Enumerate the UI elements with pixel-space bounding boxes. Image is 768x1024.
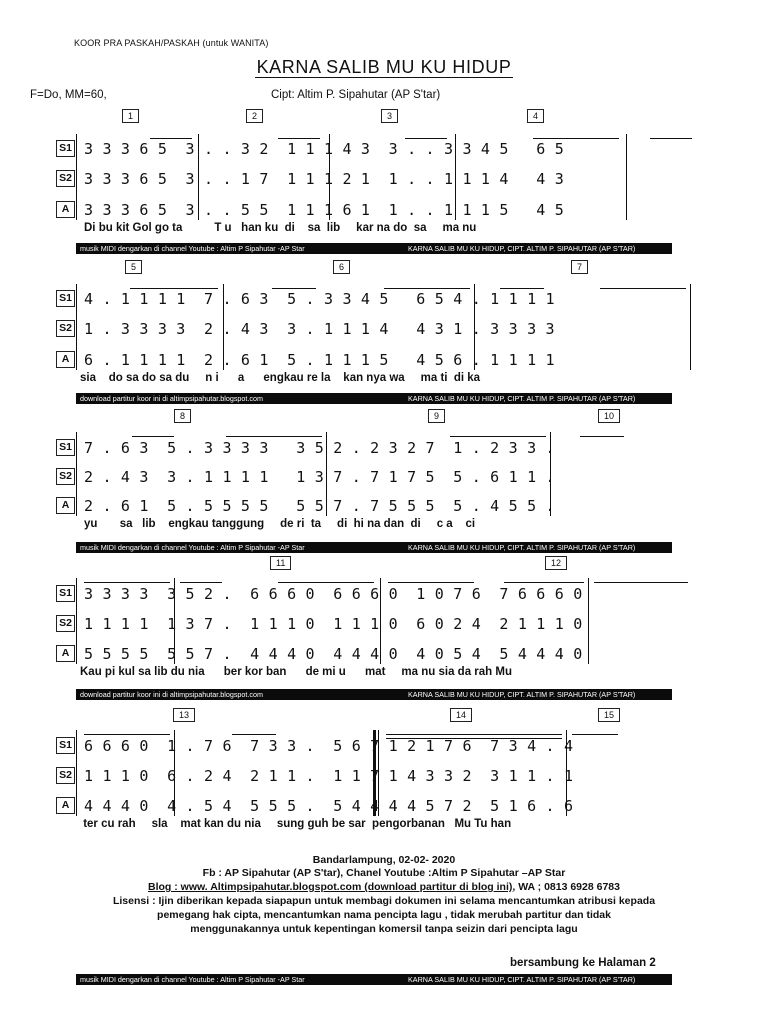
beam (504, 582, 584, 583)
voice-tag-s1: S1 (56, 439, 75, 456)
beam (132, 436, 174, 437)
beam (278, 582, 374, 583)
staff-bracket (76, 134, 77, 220)
bar-number: 9 (428, 409, 445, 423)
notes-a: 2 . 6 1 5 . 5 5 5 5 5 5 7 . 7 5 5 5 5 . 4 5 5 . (84, 497, 555, 515)
bar-number: 2 (246, 109, 263, 123)
place-date: Bandarlampung, 02-02- 2020 (312, 854, 456, 866)
notes-s2: 1 1 1 0 6 . 2 4 2 1 1 . 1 1 7 1 4 3 3 2 3 1 1 . 1 (84, 767, 574, 785)
info-banner: KARNA SALIB MU KU HIDUP, CIPT. ALTIM P. SIPAHUTAR (AP S'TAR) (404, 243, 672, 254)
beam (84, 734, 170, 735)
info-banner: musik MIDI dengarkan di channel Youtube : Altim P Sipahutar -AP Star (76, 243, 404, 254)
voice-tag-a: A (56, 797, 75, 814)
lyrics: ter cu rah sla mat kan du nia sung guh be sar pengorbanan Mu Tu han (80, 818, 512, 830)
social-contacts: Fb : AP Sipahutar (AP S'tar), Chanel Youtube :Altim P Sipahutar –AP Star (202, 867, 566, 879)
beam (500, 288, 544, 289)
beam (226, 436, 322, 437)
bar-number: 8 (174, 409, 191, 423)
notes-s1: 6 6 6 0 1 . 7 6 7 3 3 . 5 6 7 1 2 1 7 6 7 3 4 . 4 (84, 737, 574, 755)
beam (272, 288, 316, 289)
beam (278, 138, 320, 139)
notes-s2: 1 1 1 1 1 3 7 . 1 1 1 0 1 1 1 0 6 0 2 4 2 1 1 1 0 (84, 615, 583, 633)
bar-number: 10 (598, 409, 620, 423)
continued-note: bersambung ke Halaman 2 (510, 957, 656, 969)
license-line-3: menggunakannya untuk kepentingan komersil tanpa seizin dari pencipta lagu (190, 923, 578, 935)
notes-s1: 4 . 1 1 1 1 7 . 6 3 5 . 3 3 4 5 6 5 4 . 1 1 1 1 (84, 290, 555, 308)
bar-number: 15 (598, 708, 620, 722)
notes-s1: 3 3 3 6 5 3 . . 3 2 1 1 1 4 3 3 . . 3 3 4 5 6 5 (84, 140, 564, 158)
lyrics: sia do sa do sa du n i a engkau re la kan nya wa ma ti di ka (80, 372, 481, 384)
key-tempo: F=Do, MM=60, (30, 89, 107, 101)
bar-number: 5 (125, 260, 142, 274)
bar-number: 3 (381, 109, 398, 123)
info-banner: KARNA SALIB MU KU HIDUP, CIPT. ALTIM P. SIPAHUTAR (AP S'TAR) (404, 974, 672, 985)
category-label: KOOR PRA PASKAH/PASKAH (untuk WANITA) (74, 38, 269, 48)
notes-s1: 7 . 6 3 5 . 3 3 3 3 3 5 2 . 2 3 2 7 1 . 2 3 3 . (84, 439, 555, 457)
beam (232, 734, 276, 735)
beam (600, 288, 686, 289)
info-banner: KARNA SALIB MU KU HIDUP, CIPT. ALTIM P. SIPAHUTAR (AP S'TAR) (404, 393, 672, 404)
blog-link[interactable]: Blog : www. Altimpsipahutar.blogspot.com (download partitur di blog ini) (148, 881, 513, 893)
voice-tag-a: A (56, 201, 75, 218)
info-banner: KARNA SALIB MU KU HIDUP, CIPT. ALTIM P. SIPAHUTAR (AP S'TAR) (404, 542, 672, 553)
beam (580, 436, 624, 437)
beam (533, 138, 619, 139)
info-banner: musik MIDI dengarkan di channel Youtube : Altim P Sipahutar -AP Star (76, 542, 404, 553)
info-banner: download partitur koor ini di altimpsipahutar.blogspot.com (76, 393, 404, 404)
notes-a: 5 5 5 5 5 5 7 . 4 4 4 0 4 4 4 0 4 0 5 4 5 4 4 4 0 (84, 645, 583, 663)
beam (180, 582, 222, 583)
bar-number: 11 (270, 556, 291, 570)
voice-tag-a: A (56, 497, 75, 514)
staff-bracket (76, 284, 77, 370)
notes-s2: 1 . 3 3 3 3 2 . 4 3 3 . 1 1 1 4 4 3 1 . 3 3 3 3 (84, 320, 555, 338)
beam (572, 734, 618, 735)
beam (384, 288, 470, 289)
bar-number: 7 (571, 260, 588, 274)
voice-tag-s1: S1 (56, 290, 75, 307)
voice-tag-s1: S1 (56, 585, 75, 602)
barline (588, 578, 589, 664)
bar-number: 1 (122, 109, 139, 123)
info-banner: KARNA SALIB MU KU HIDUP, CIPT. ALTIM P. SIPAHUTAR (AP S'TAR) (404, 689, 672, 700)
voice-tag-s2: S2 (56, 320, 75, 337)
voice-tag-s2: S2 (56, 468, 75, 485)
beam (150, 138, 192, 139)
license-line-1: Lisensi : Ijin diberikan kepada siapapun untuk membagi dokumen ini selama mencantumkan atribusi kepada (112, 895, 656, 907)
license-line-2: pemegang hak cipta, mencantumkan nama pencipta lagu , tidak merubah partitur dan tidak (157, 909, 611, 921)
bar-number: 13 (173, 708, 195, 722)
beam (594, 582, 688, 583)
voice-tag-s2: S2 (56, 170, 75, 187)
lyrics: Di bu kit Gol go ta T u han ku di sa lib kar na do sa ma nu (84, 222, 477, 234)
notes-s1: 3 3 3 3 3 5 2 . 6 6 6 0 6 6 6 0 1 0 7 6 7 6 6 6 0 (84, 585, 583, 603)
composer: Cipt: Altim P. Sipahutar (AP S'tar) (271, 89, 441, 101)
info-banner: download partitur koor ini di altimpsipahutar.blogspot.com (76, 689, 404, 700)
bar-number: 12 (545, 556, 567, 570)
whatsapp-number: , WA ; 0813 6928 6783 (512, 881, 620, 893)
notes-a: 3 3 3 6 5 3 . . 5 5 1 1 1 6 1 1 . . 1 1 1 5 4 5 (84, 201, 564, 219)
barline (626, 134, 627, 220)
beam (84, 582, 170, 583)
beam (405, 138, 447, 139)
staff-bracket (76, 578, 77, 664)
bar-number: 4 (527, 109, 544, 123)
lyrics: yu sa lib engkau tanggung de ri ta di hi na dan di c a ci (84, 518, 476, 530)
blog-line (0, 880, 768, 894)
beam (130, 288, 218, 289)
info-banner: musik MIDI dengarkan di channel Youtube : Altim P Sipahutar -AP Star (76, 974, 404, 985)
voice-tag-s1: S1 (56, 737, 75, 754)
beam (450, 436, 546, 437)
notes-a: 4 4 4 0 4 . 5 4 5 5 5 . 5 4 4 4 4 5 7 2 5 1 6 . 6 (84, 797, 574, 815)
beam (388, 582, 474, 583)
notes-s2: 2 . 4 3 3 . 1 1 1 1 1 3 7 . 7 1 7 5 5 . 6 1 1 . (84, 468, 555, 486)
staff-bracket (76, 730, 77, 816)
bar-number: 6 (333, 260, 350, 274)
lyrics: Kau pi kul sa lib du nia ber kor ban de mi u mat ma nu sia da rah Mu (80, 666, 512, 678)
beam (650, 138, 692, 139)
voice-tag-s1: S1 (56, 140, 75, 157)
bar-number: 14 (450, 708, 472, 722)
beam (386, 734, 562, 735)
voice-tag-a: A (56, 645, 75, 662)
barline (690, 284, 691, 370)
voice-tag-s2: S2 (56, 767, 75, 784)
song-title: KARNA SALIB MU KU HIDUP (256, 57, 512, 77)
notes-a: 6 . 1 1 1 1 2 . 6 1 5 . 1 1 1 5 4 5 6 . 1 1 1 1 (84, 351, 555, 369)
notes-s2: 3 3 3 6 5 3 . . 1 7 1 1 1 2 1 1 . . 1 1 1 4 4 3 (84, 170, 564, 188)
staff-bracket (76, 432, 77, 516)
voice-tag-s2: S2 (56, 615, 75, 632)
voice-tag-a: A (56, 351, 75, 368)
